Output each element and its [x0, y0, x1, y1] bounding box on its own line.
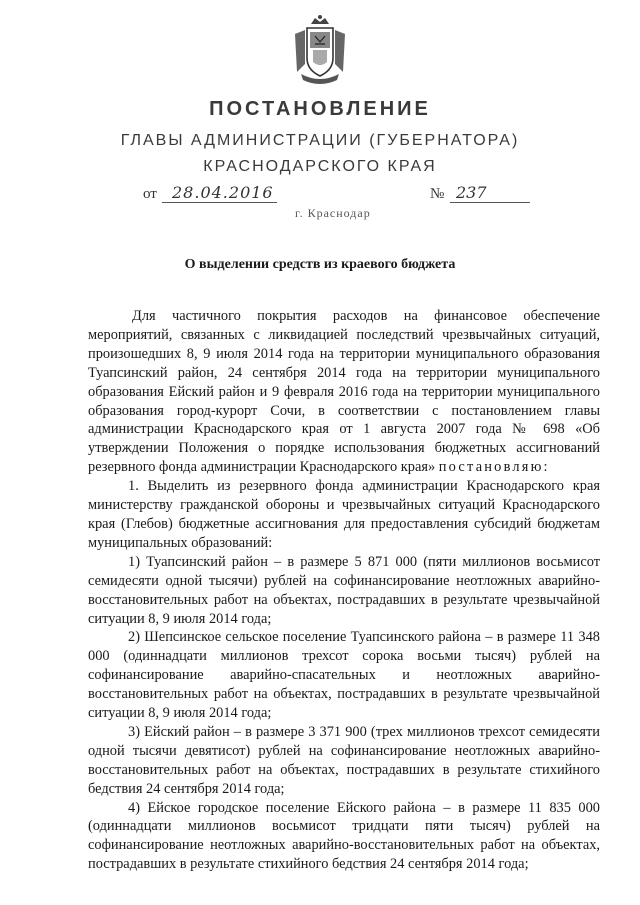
subitem-2-paragraph: 2) Шепсинское сельское поселение Туапсинского района – в размере 11 348 000 (одиннадцати миллионов трехсот сорока восьми тысяч) рублей на софинансирование аварийно-спасательных и неотложных аварийно-восстановительных работ на объектах, пострадавших в результате чрезвычайной ситуации 8, 9 июля 2014 года;	[88, 629, 600, 722]
coat-of-arms-emblem	[291, 14, 349, 86]
subitem-1-paragraph: 1) Туапсинский район – в размере 5 871 000 (пяти миллионов восьмисот семидесяти одной тысячи) рублей на софинансирование неотложных аварийно-восстановительных работ на объектах, пострадавших в результате чрезвычайной ситуации 8, 9 июля 2014 года;	[88, 553, 600, 627]
authority-heading: ГЛАВЫ АДМИНИСТРАЦИИ (ГУБЕРНАТОРА)	[120, 132, 520, 149]
intro-paragraph	[88, 307, 600, 477]
subitem-4-paragraph: 4) Ейское городское поселение Ейского района – в размере 11 835 000 (одиннадцати миллионов восьмисот тридцати пяти тысяч) рублей на софинансирование неотложных аварийно-восстановительных работ на объектах, пострадавших в результате стихийного бедствия 24 сентября 2014 года;	[88, 799, 600, 873]
document-body	[88, 307, 600, 874]
document-title: О выделении средств из краевого бюджета	[184, 257, 456, 272]
document-type-heading: ПОСТАНОВЛЕНИЕ	[209, 98, 431, 120]
number-prefix: №	[430, 186, 445, 202]
document-date: 28.04.2016	[162, 183, 277, 203]
date-prefix: от	[143, 186, 157, 202]
subitem-3-paragraph: 3) Ейский район – в размере 3 371 900 (трех миллионов трехсот семидесяти одной тысячи девятисот) рублей на софинансирование неотложных аварийно-восстановительных работ на объектах, пострадавших в результате стихийного бедствия 24 сентября 2014 года;	[88, 723, 600, 797]
intro-text: Для частичного покрытия расходов на финансовое обеспечение мероприятий, связанных с ликвидацией последствий чрезвычайных ситуаций, произошедших 8, 9 июля 2014 года на территории муниципального образования Туапсинский район, 24 сентября 2014 года на территории муниципального образования Ейский район и 9 февраля 2016 года на территории муниципального образования город-курорт Сочи, в соответствии с постановлением главы администрации Краснодарского края от 1 августа 2007 года № 698 «Об утверждении Положения о порядке использования бюджетных ассигнований резервного фонда администрации Краснодарского края»	[88, 308, 600, 476]
city-name: г. Краснодар	[295, 206, 371, 220]
item-1-paragraph: 1. Выделить из резервного фонда администрации Краснодарского края министерству гражданской обороны и чрезвычайных ситуаций Краснодарского края (Глебов) бюджетные ассигнования для предоставления субсидий бюджетам муниципальных образований:	[88, 478, 600, 551]
region-heading: КРАСНОДАРСКОГО КРАЯ	[203, 158, 437, 175]
resolve-word: постановляю:	[438, 459, 550, 476]
document-number: 237	[450, 183, 530, 203]
